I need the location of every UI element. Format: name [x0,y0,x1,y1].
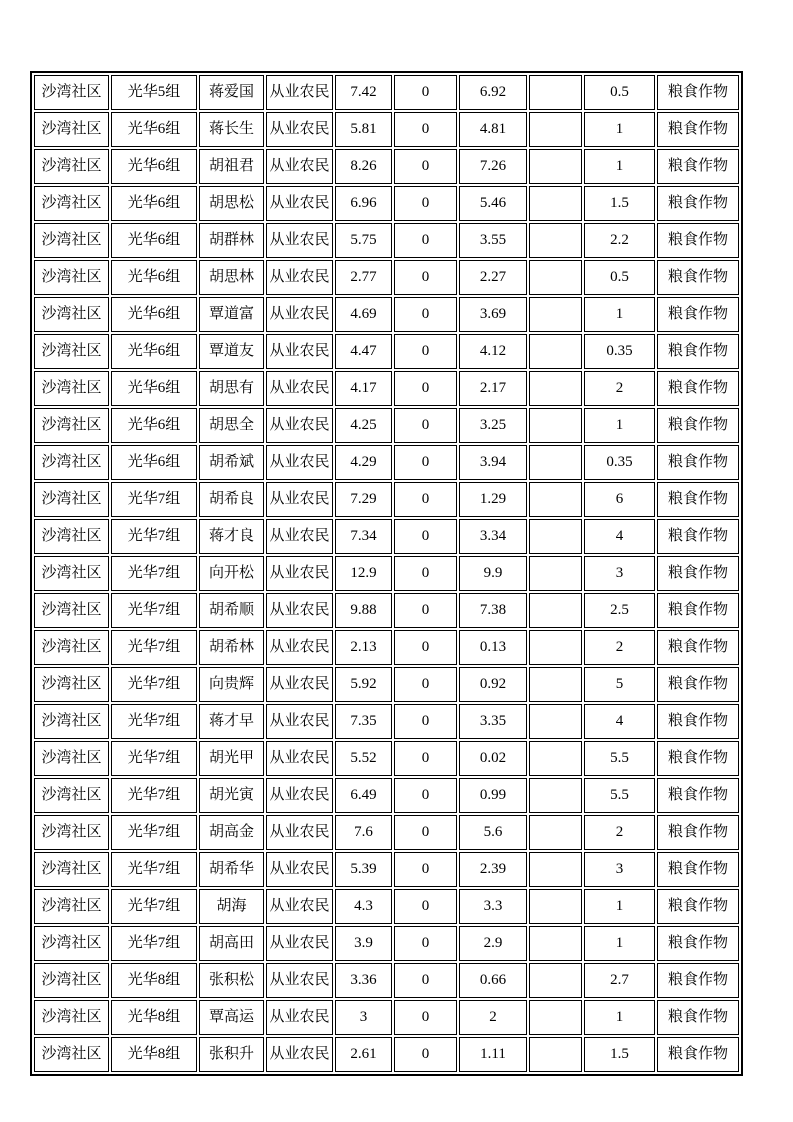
table-cell-value-3: 2.17 [459,371,527,406]
table-row [34,556,739,591]
table-cell-name: 胡希斌 [199,445,264,480]
table-row [34,963,739,998]
table-cell-value-2: 0 [394,926,457,961]
table-cell-value-4: 1 [584,926,655,961]
table-cell-value-4: 2.2 [584,223,655,258]
table-cell-group: 光华7组 [111,630,197,665]
table-cell-value-2: 0 [394,852,457,887]
table-cell-group: 光华7组 [111,704,197,739]
table-cell-name: 胡希林 [199,630,264,665]
table-cell-blank [529,149,582,184]
table-cell-crop-type: 粮食作物 [657,371,739,406]
table-cell-name: 蒋爱国 [199,75,264,110]
table-cell-value-4: 5.5 [584,778,655,813]
table-cell-crop-type: 粮食作物 [657,593,739,628]
table-cell-value-1: 7.34 [335,519,392,554]
table-cell-value-2: 0 [394,75,457,110]
table-cell-value-4: 0.35 [584,445,655,480]
table-cell-crop-type: 粮食作物 [657,704,739,739]
table-cell-value-1: 3 [335,1000,392,1035]
table-cell-community: 沙湾社区 [34,852,109,887]
table-cell-value-4: 0.5 [584,75,655,110]
table-cell-crop-type: 粮食作物 [657,1000,739,1035]
table-row [34,815,739,850]
table-row [34,297,739,332]
table-cell-value-1: 4.3 [335,889,392,924]
table-cell-value-1: 7.35 [335,704,392,739]
table-cell-community: 沙湾社区 [34,260,109,295]
table-cell-name: 张积升 [199,1037,264,1072]
table-cell-value-3: 1.11 [459,1037,527,1072]
table-cell-value-1: 5.75 [335,223,392,258]
table-cell-crop-type: 粮食作物 [657,926,739,961]
table-cell-value-4: 2.7 [584,963,655,998]
table-cell-blank [529,75,582,110]
table-cell-crop-type: 粮食作物 [657,112,739,147]
table-cell-value-3: 0.92 [459,667,527,702]
table-cell-blank [529,704,582,739]
table-cell-value-1: 7.29 [335,482,392,517]
table-row [34,926,739,961]
table-cell-value-3: 9.9 [459,556,527,591]
table-cell-group: 光华6组 [111,408,197,443]
table-cell-occupation: 从业农民 [266,112,333,147]
table-cell-occupation: 从业农民 [266,815,333,850]
table-cell-crop-type: 粮食作物 [657,186,739,221]
table-cell-value-2: 0 [394,704,457,739]
table-cell-occupation: 从业农民 [266,75,333,110]
table-cell-crop-type: 粮食作物 [657,741,739,776]
table-cell-crop-type: 粮食作物 [657,889,739,924]
table-row [34,1037,739,1072]
table-cell-value-3: 2.9 [459,926,527,961]
table-cell-name: 胡高金 [199,815,264,850]
table-cell-group: 光华7组 [111,482,197,517]
table-cell-crop-type: 粮食作物 [657,630,739,665]
table-row [34,149,739,184]
table-cell-group: 光华6组 [111,371,197,406]
table-cell-value-2: 0 [394,408,457,443]
table-cell-occupation: 从业农民 [266,593,333,628]
table-cell-crop-type: 粮食作物 [657,519,739,554]
table-cell-crop-type: 粮食作物 [657,297,739,332]
table-row [34,482,739,517]
table-cell-community: 沙湾社区 [34,482,109,517]
table-row [34,334,739,369]
table-cell-value-1: 5.52 [335,741,392,776]
table-cell-value-2: 0 [394,482,457,517]
table-cell-occupation: 从业农民 [266,334,333,369]
table-cell-value-4: 5 [584,667,655,702]
table-cell-crop-type: 粮食作物 [657,482,739,517]
table-row [34,186,739,221]
table-row [34,704,739,739]
table-cell-community: 沙湾社区 [34,223,109,258]
table-cell-value-1: 8.26 [335,149,392,184]
table-cell-community: 沙湾社区 [34,408,109,443]
table-cell-value-2: 0 [394,778,457,813]
table-cell-blank [529,1000,582,1035]
table-cell-community: 沙湾社区 [34,445,109,480]
data-table [30,71,743,1076]
table-cell-community: 沙湾社区 [34,741,109,776]
table-cell-value-4: 3 [584,556,655,591]
table-cell-community: 沙湾社区 [34,371,109,406]
table-cell-community: 沙湾社区 [34,630,109,665]
table-cell-value-3: 7.38 [459,593,527,628]
table-cell-occupation: 从业农民 [266,445,333,480]
table-cell-group: 光华6组 [111,186,197,221]
table-cell-crop-type: 粮食作物 [657,556,739,591]
table-cell-value-3: 4.12 [459,334,527,369]
table-cell-crop-type: 粮食作物 [657,815,739,850]
table-cell-name: 胡思林 [199,260,264,295]
table-cell-value-1: 4.47 [335,334,392,369]
table-row [34,1000,739,1035]
table-cell-name: 胡海 [199,889,264,924]
table-row [34,778,739,813]
table-cell-value-1: 6.96 [335,186,392,221]
table-cell-name: 胡祖君 [199,149,264,184]
table-cell-value-1: 4.69 [335,297,392,332]
table-cell-value-4: 2 [584,630,655,665]
table-cell-value-3: 2 [459,1000,527,1035]
table-row [34,630,739,665]
table-cell-community: 沙湾社区 [34,556,109,591]
table-cell-blank [529,223,582,258]
table-cell-value-2: 0 [394,371,457,406]
table-row [34,852,739,887]
table-row [34,519,739,554]
table-cell-community: 沙湾社区 [34,297,109,332]
table-cell-blank [529,556,582,591]
table-cell-value-2: 0 [394,1000,457,1035]
table-cell-value-4: 1 [584,112,655,147]
table-cell-blank [529,408,582,443]
table-cell-crop-type: 粮食作物 [657,445,739,480]
table-cell-value-2: 0 [394,260,457,295]
table-cell-blank [529,889,582,924]
table-cell-value-1: 4.29 [335,445,392,480]
table-cell-occupation: 从业农民 [266,741,333,776]
table-cell-crop-type: 粮食作物 [657,667,739,702]
table-cell-value-4: 1.5 [584,186,655,221]
table-cell-value-1: 2.13 [335,630,392,665]
table-row [34,889,739,924]
table-cell-value-2: 0 [394,667,457,702]
table-cell-group: 光华7组 [111,519,197,554]
table-cell-occupation: 从业农民 [266,186,333,221]
table-row [34,593,739,628]
table-cell-crop-type: 粮食作物 [657,963,739,998]
table-cell-occupation: 从业农民 [266,667,333,702]
table-cell-value-4: 6 [584,482,655,517]
table-cell-blank [529,593,582,628]
table-cell-name: 胡光甲 [199,741,264,776]
table-row [34,445,739,480]
table-cell-community: 沙湾社区 [34,334,109,369]
table-cell-community: 沙湾社区 [34,667,109,702]
table-cell-blank [529,1037,582,1072]
table-cell-value-2: 0 [394,445,457,480]
table-row [34,260,739,295]
table-cell-group: 光华6组 [111,260,197,295]
table-cell-value-4: 1 [584,408,655,443]
table-cell-group: 光华7组 [111,593,197,628]
table-cell-occupation: 从业农民 [266,482,333,517]
table-cell-blank [529,334,582,369]
table-row [34,408,739,443]
table-cell-community: 沙湾社区 [34,1037,109,1072]
table-cell-value-2: 0 [394,1037,457,1072]
table-cell-crop-type: 粮食作物 [657,852,739,887]
table-cell-crop-type: 粮食作物 [657,260,739,295]
table-cell-blank [529,371,582,406]
table-cell-value-3: 3.34 [459,519,527,554]
table-cell-occupation: 从业农民 [266,223,333,258]
table-cell-crop-type: 粮食作物 [657,1037,739,1072]
table-cell-group: 光华7组 [111,741,197,776]
table-cell-name: 胡高田 [199,926,264,961]
table-cell-value-2: 0 [394,186,457,221]
table-cell-value-1: 5.39 [335,852,392,887]
table-cell-name: 胡思全 [199,408,264,443]
table-cell-value-4: 1 [584,1000,655,1035]
table-cell-group: 光华5组 [111,75,197,110]
table-cell-name: 胡希顺 [199,593,264,628]
table-cell-community: 沙湾社区 [34,963,109,998]
table-cell-group: 光华7组 [111,926,197,961]
table-cell-value-1: 2.61 [335,1037,392,1072]
table-cell-value-1: 5.92 [335,667,392,702]
table-cell-blank [529,667,582,702]
table-cell-group: 光华6组 [111,297,197,332]
table-cell-name: 覃道友 [199,334,264,369]
table-cell-value-3: 5.46 [459,186,527,221]
table-cell-blank [529,741,582,776]
table-row [34,112,739,147]
table-cell-occupation: 从业农民 [266,630,333,665]
table-cell-blank [529,260,582,295]
table-cell-value-4: 2 [584,371,655,406]
table-cell-value-1: 12.9 [335,556,392,591]
table-cell-value-4: 1 [584,149,655,184]
table-cell-value-3: 0.13 [459,630,527,665]
table-cell-value-3: 2.39 [459,852,527,887]
table-cell-community: 沙湾社区 [34,815,109,850]
table-cell-group: 光华6组 [111,112,197,147]
table-cell-value-1: 3.9 [335,926,392,961]
table-cell-crop-type: 粮食作物 [657,408,739,443]
table-cell-group: 光华7组 [111,556,197,591]
table-cell-community: 沙湾社区 [34,149,109,184]
table-cell-occupation: 从业农民 [266,778,333,813]
table-cell-value-3: 3.94 [459,445,527,480]
table-cell-value-3: 2.27 [459,260,527,295]
table-cell-occupation: 从业农民 [266,371,333,406]
table-cell-name: 胡思松 [199,186,264,221]
table-cell-blank [529,778,582,813]
table-cell-blank [529,963,582,998]
table-cell-value-4: 0.35 [584,334,655,369]
table-cell-community: 沙湾社区 [34,889,109,924]
table-cell-value-3: 5.6 [459,815,527,850]
table-cell-name: 胡希华 [199,852,264,887]
table-cell-value-1: 9.88 [335,593,392,628]
table-cell-occupation: 从业农民 [266,852,333,887]
table-cell-group: 光华7组 [111,778,197,813]
table-cell-occupation: 从业农民 [266,1037,333,1072]
table-cell-value-1: 2.77 [335,260,392,295]
table-cell-value-3: 0.99 [459,778,527,813]
table-cell-value-3: 3.25 [459,408,527,443]
table-cell-value-1: 4.25 [335,408,392,443]
table-cell-group: 光华8组 [111,1037,197,1072]
table-cell-group: 光华6组 [111,149,197,184]
table-cell-community: 沙湾社区 [34,593,109,628]
table-body [34,75,739,1072]
table-cell-occupation: 从业农民 [266,1000,333,1035]
table-cell-value-3: 7.26 [459,149,527,184]
table-cell-value-2: 0 [394,519,457,554]
table-cell-occupation: 从业农民 [266,519,333,554]
table-cell-blank [529,297,582,332]
table-cell-value-4: 1 [584,889,655,924]
table-cell-community: 沙湾社区 [34,778,109,813]
table-cell-group: 光华7组 [111,889,197,924]
table-cell-value-1: 7.42 [335,75,392,110]
table-cell-blank [529,186,582,221]
table-cell-value-3: 4.81 [459,112,527,147]
table-cell-name: 覃高运 [199,1000,264,1035]
table-cell-group: 光华7组 [111,815,197,850]
table-cell-value-3: 0.02 [459,741,527,776]
table-cell-name: 胡思有 [199,371,264,406]
table-row [34,371,739,406]
table-cell-value-3: 1.29 [459,482,527,517]
table-cell-value-2: 0 [394,223,457,258]
table-cell-value-3: 3.35 [459,704,527,739]
table-cell-value-2: 0 [394,963,457,998]
table-cell-value-3: 0.66 [459,963,527,998]
table-cell-group: 光华7组 [111,667,197,702]
table-cell-value-2: 0 [394,149,457,184]
table-cell-occupation: 从业农民 [266,149,333,184]
table-cell-value-3: 3.3 [459,889,527,924]
table-cell-name: 覃道富 [199,297,264,332]
table-cell-value-1: 3.36 [335,963,392,998]
table-cell-name: 胡希良 [199,482,264,517]
table-cell-blank [529,482,582,517]
table-cell-crop-type: 粮食作物 [657,75,739,110]
table-cell-value-3: 3.55 [459,223,527,258]
table-cell-group: 光华8组 [111,963,197,998]
table-cell-community: 沙湾社区 [34,112,109,147]
table-cell-occupation: 从业农民 [266,704,333,739]
table-row [34,223,739,258]
table-cell-occupation: 从业农民 [266,556,333,591]
table-cell-blank [529,852,582,887]
table-cell-group: 光华6组 [111,445,197,480]
table-cell-value-4: 4 [584,519,655,554]
table-cell-community: 沙湾社区 [34,704,109,739]
table-cell-blank [529,815,582,850]
table-cell-value-4: 2.5 [584,593,655,628]
table-cell-occupation: 从业农民 [266,889,333,924]
table-cell-value-1: 6.49 [335,778,392,813]
table-cell-group: 光华6组 [111,223,197,258]
table-cell-name: 蒋才早 [199,704,264,739]
table-cell-name: 向贵辉 [199,667,264,702]
table-cell-community: 沙湾社区 [34,519,109,554]
table-cell-crop-type: 粮食作物 [657,778,739,813]
table-cell-community: 沙湾社区 [34,926,109,961]
table-cell-name: 胡群林 [199,223,264,258]
table-cell-name: 胡光寅 [199,778,264,813]
table-cell-value-2: 0 [394,593,457,628]
table-cell-value-2: 0 [394,741,457,776]
table-cell-occupation: 从业农民 [266,408,333,443]
table-cell-crop-type: 粮食作物 [657,223,739,258]
table-row [34,75,739,110]
table-cell-occupation: 从业农民 [266,963,333,998]
table-cell-value-1: 7.6 [335,815,392,850]
table-cell-value-4: 4 [584,704,655,739]
table-cell-value-3: 3.69 [459,297,527,332]
table-cell-blank [529,926,582,961]
table-cell-value-2: 0 [394,334,457,369]
table-cell-value-4: 5.5 [584,741,655,776]
table-cell-name: 蒋长生 [199,112,264,147]
table-cell-blank [529,112,582,147]
table-cell-group: 光华6组 [111,334,197,369]
table-cell-value-3: 6.92 [459,75,527,110]
table-cell-value-1: 4.17 [335,371,392,406]
table-cell-community: 沙湾社区 [34,75,109,110]
table-row [34,667,739,702]
table-cell-crop-type: 粮食作物 [657,149,739,184]
table-cell-value-4: 3 [584,852,655,887]
table-cell-value-4: 2 [584,815,655,850]
table-cell-blank [529,630,582,665]
table-cell-value-4: 0.5 [584,260,655,295]
table-cell-group: 光华7组 [111,852,197,887]
table-cell-occupation: 从业农民 [266,260,333,295]
table-cell-value-1: 5.81 [335,112,392,147]
table-cell-occupation: 从业农民 [266,297,333,332]
table-cell-community: 沙湾社区 [34,186,109,221]
table-cell-value-2: 0 [394,556,457,591]
table-row [34,741,739,776]
table-cell-value-2: 0 [394,815,457,850]
table-cell-occupation: 从业农民 [266,926,333,961]
table-cell-value-2: 0 [394,297,457,332]
table-cell-group: 光华8组 [111,1000,197,1035]
table-cell-value-2: 0 [394,112,457,147]
table-cell-value-2: 0 [394,889,457,924]
table-cell-value-4: 1 [584,297,655,332]
table-cell-name: 向开松 [199,556,264,591]
table-cell-crop-type: 粮食作物 [657,334,739,369]
table-cell-value-4: 1.5 [584,1037,655,1072]
table-cell-name: 蒋才良 [199,519,264,554]
table-cell-value-2: 0 [394,630,457,665]
table-cell-community: 沙湾社区 [34,1000,109,1035]
table-cell-blank [529,519,582,554]
table-cell-name: 张积松 [199,963,264,998]
table-cell-blank [529,445,582,480]
